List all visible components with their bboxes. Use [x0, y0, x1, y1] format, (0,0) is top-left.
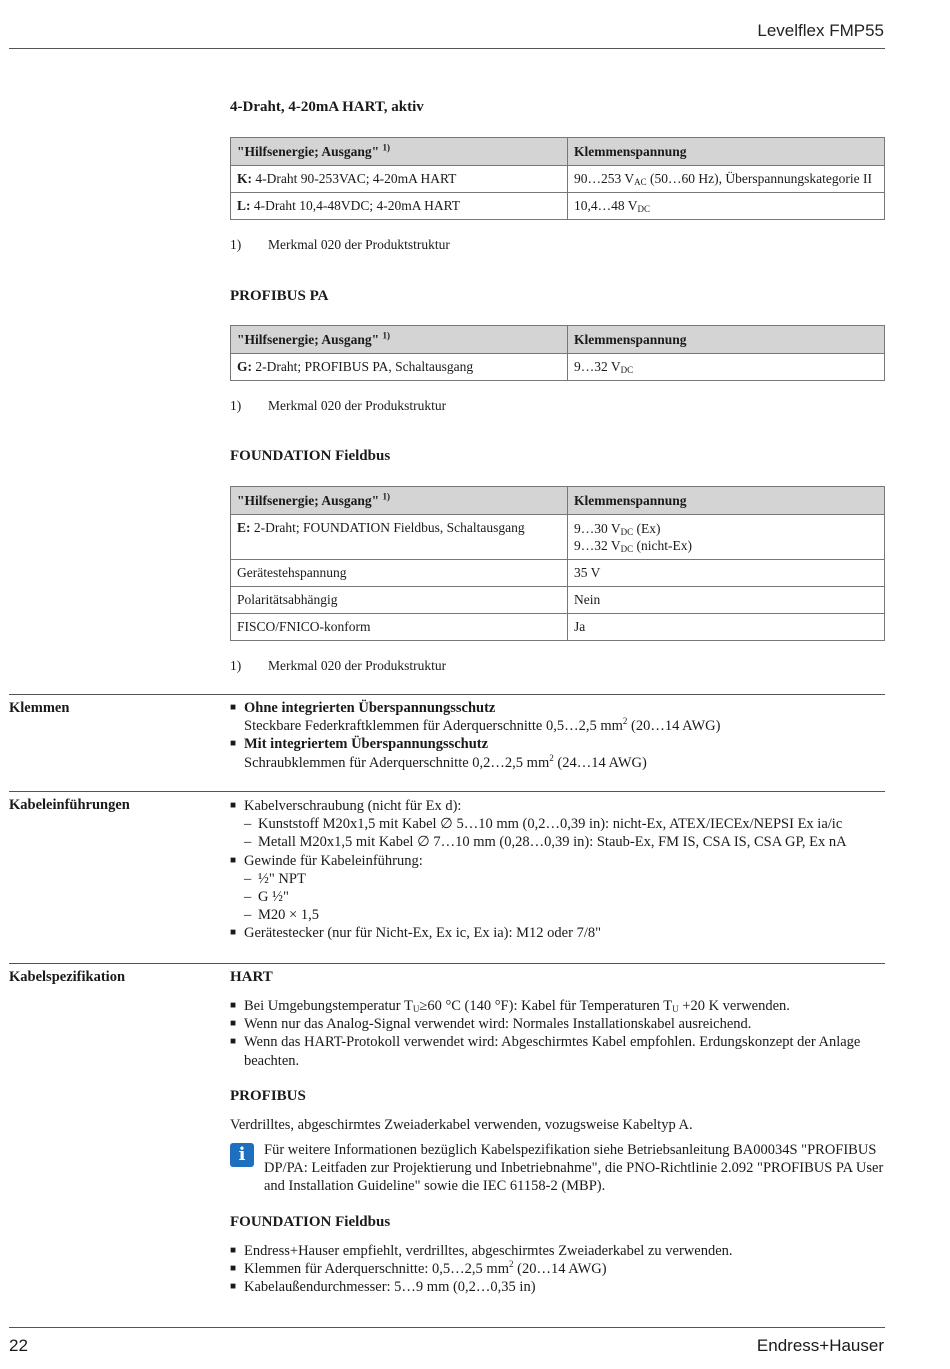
list-item: ■ Wenn nur das Analog-Signal verwendet wird: Normales Installationskabel ausreichend.: [230, 1015, 890, 1033]
table-row: Polaritätsabhängig Nein: [231, 587, 885, 614]
table-header-cell: "Hilfsenergie; Ausgang" $^{1)}$: [231, 487, 568, 515]
list-item: ■ Klemmen für Aderquerschnitte: 0,5…2,5 $mm^2$ (20…14 AWG): [230, 1260, 890, 1278]
footer-rule: [9, 1327, 885, 1328]
header-rule: [9, 48, 885, 49]
list-item: ■ Bei Umgebungstemperatur $T_U\ge 60$ °C (140 °F): Kabel für Temperaturen $T_U +20$ K verwenden.: [230, 997, 890, 1015]
table-header-cell: Klemmenspannung: [568, 487, 885, 515]
list-item: ■ Kabelaußendurchmesser: 5…9 mm (0,2…0,35 in): [230, 1278, 890, 1296]
list-item: ■ Gewinde für Kabeleinführung:: [230, 852, 890, 870]
document-title: Levelflex FMP55: [757, 21, 884, 40]
hart-list: [230, 997, 890, 1070]
table-row: E: 2-Draht; FOUNDATION Fieldbus, Schaltausgang 9…30 $V_{DC}$ (Ex) 9…32 $V_{DC}$ (nicht-Ex): [231, 515, 885, 560]
subsection-title-foundation-fieldbus: FOUNDATION Fieldbus: [230, 1214, 391, 1230]
list-item: ■ Gerätestecker (nur für Nicht-Ex, Ex ic, Ex ia): M12 oder 7/8": [230, 924, 890, 942]
section-rule: [9, 694, 885, 695]
section-title-hart: 4-Draht, 4-20mA HART, aktiv: [230, 99, 424, 115]
table-row: Gerätestehspannung 35 V: [231, 560, 885, 587]
klemmen-content: [230, 699, 890, 772]
list-item: – G ½": [230, 888, 890, 906]
footnote: 1) Merkmal 020 der Produkstruktur: [230, 398, 447, 413]
table-row: FISCO/FNICO-konform Ja: [231, 614, 885, 641]
subsection-title-hart: HART: [230, 969, 273, 985]
info-icon: i: [230, 1143, 254, 1167]
list-item: – Kunststoff M20x1,5 mit Kabel ∅ 5…10 mm (0,2…0,39 in): nicht-Ex, ATEX/IECEx/NEPSI Ex ia/ic: [230, 815, 890, 833]
kabeleinfuehrungen-content: [230, 797, 890, 943]
list-item: ■ Ohne integrierten Überspannungsschutz: [230, 699, 890, 717]
footnote: 1) Merkmal 020 der Produktstruktur: [230, 237, 450, 252]
page-number: 22: [9, 1336, 28, 1355]
table-hart: [230, 137, 885, 220]
table-header-cell: "Hilfsenergie; Ausgang" $^{1)}$: [231, 326, 568, 354]
list-item: ■ Mit integriertem Überspannungsschutz: [230, 735, 890, 753]
footer-brand: Endress+Hauser: [756, 1336, 884, 1355]
list-item: Steckbare Federkraftklemmen für Aderquerschnitte 0,5…2,5 $mm^2$ (20…14 AWG): [244, 716, 721, 735]
table-profibus-pa: [230, 325, 885, 381]
list-item: ■ Endress+Hauser empfiehlt, verdrilltes, abgeschirmtes Zweiaderkabel zu verwenden.: [230, 1242, 890, 1260]
list-item: Schraubklemmen für Aderquerschnitte 0,2…2,5 $mm^2$ (24…14 AWG): [244, 752, 647, 771]
profibus-info-note: Für weitere Informationen bezüglich Kabelspezifikation siehe Betriebsanleitung BA00034S "PROFIBUS DP/PA: Leitfaden zur Projektierung und Inbetriebnahme", die PNO-Richtlinie 2.092 "PROFIBUS PA User and Installation Guideline" sowie die IEC 61158-2 (MBP).: [264, 1142, 884, 1195]
table-row: L: 4-Draht 10,4-48VDC; 4-20mA HART 10,4…48 $V_{DC}$: [231, 193, 885, 220]
table-foundation-fieldbus: [230, 486, 885, 641]
section-title-profibus-pa: PROFIBUS PA: [230, 288, 329, 304]
profibus-text: Verdrilltes, abgeschirmtes Zweiaderkabel verwenden, vozugsweise Kabeltyp A.: [230, 1117, 693, 1133]
list-item: – ½" NPT: [230, 870, 890, 888]
table-header-cell: Klemmenspannung: [568, 138, 885, 166]
foundation-fieldbus-list: [230, 1242, 890, 1297]
section-rule: [9, 791, 885, 792]
side-label-kabelspezifikation: Kabelspezifikation: [9, 969, 126, 985]
section-rule: [9, 963, 885, 964]
footnote: 1) Merkmal 020 der Produkstruktur: [230, 658, 447, 673]
side-label-kabeleinfuehrungen: Kabeleinführungen: [9, 797, 130, 813]
subsection-title-profibus: PROFIBUS: [230, 1088, 306, 1104]
table-row: K: 4-Draht 90-253VAC; 4-20mA HART 90…253 $V_{AC}$ (50…60 Hz), Überspannungskategorie II: [231, 166, 885, 193]
list-item: ■ Wenn das HART-Protokoll verwendet wird: Abgeschirmtes Kabel empfohlen. Erdungskonzept der Anlage beachten.: [230, 1033, 890, 1069]
section-title-foundation-fieldbus: FOUNDATION Fieldbus: [230, 448, 391, 464]
table-row: G: 2-Draht; PROFIBUS PA, Schaltausgang 9…32 $V_{DC}$: [231, 354, 885, 381]
list-item: – Metall M20x1,5 mit Kabel ∅ 7…10 mm (0,28…0,39 in): Staub-Ex, FM IS, CSA IS, CSA GP, Ex nA: [230, 833, 890, 851]
table-header-cell: "Hilfsenergie; Ausgang" $^{1)}$: [231, 138, 568, 166]
list-item: ■ Kabelverschraubung (nicht für Ex d):: [230, 797, 890, 815]
list-item: – M20 × 1,5: [230, 906, 890, 924]
table-header-cell: Klemmenspannung: [568, 326, 885, 354]
side-label-klemmen: Klemmen: [9, 700, 70, 716]
